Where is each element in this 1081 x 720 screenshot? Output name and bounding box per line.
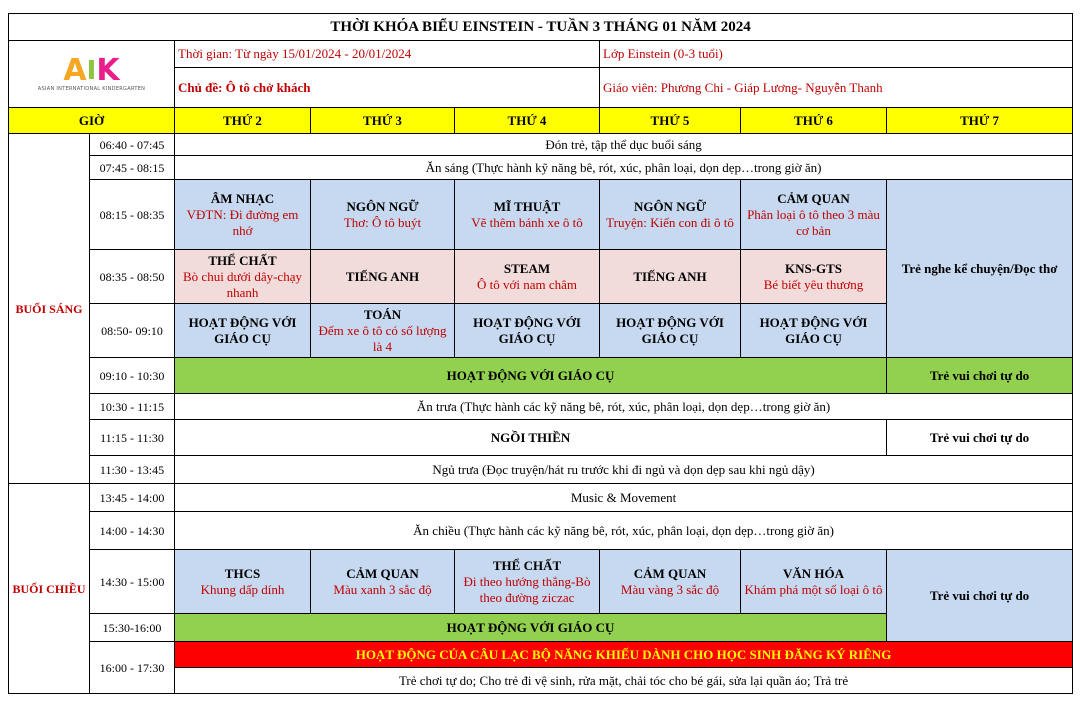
activity-desc: Bò chui dưới dây-chạy nhanh <box>183 268 302 300</box>
saturday-free-play: Trẻ vui chơi tự do <box>887 358 1073 394</box>
activity-cell <box>311 550 455 614</box>
logo-cell <box>9 41 175 108</box>
time-slot: 11:30 - 13:45 <box>90 456 175 484</box>
activity-title: HOẠT ĐỘNG VỚI GIÁO CỤ <box>473 314 581 346</box>
row-meditation: NGỒI THIỀN <box>175 420 887 456</box>
activity-cell <box>455 250 600 304</box>
header-day-mon: THỨ 2 <box>175 108 311 134</box>
activity-title: NGÔN NGỮ <box>346 198 419 214</box>
row-breakfast: Ăn sáng (Thực hành kỹ năng bê, rót, xúc, phân loại, dọn dẹp…trong giờ ăn) <box>175 156 1073 180</box>
row-tools-activity: HOẠT ĐỘNG VỚI GIÁO CỤ <box>175 358 887 394</box>
activity-title: VĂN HÓA <box>782 565 845 581</box>
session-afternoon: BUỔI CHIỀU <box>9 484 90 694</box>
activity-title: NGÔN NGỮ <box>633 198 707 214</box>
header-day-thu: THỨ 5 <box>600 108 741 134</box>
activity-cell <box>175 304 311 358</box>
activity-cell <box>600 250 741 304</box>
activity-title: CẢM QUAN <box>633 565 707 581</box>
logo-subtitle: ASIAN INTERNATIONAL KINDERGARTEN <box>37 86 146 92</box>
activity-title: ÂM NHẠC <box>210 190 275 206</box>
timetable-title: THỜI KHÓA BIỂU EINSTEIN - TUẦN 3 THÁNG 01 NĂM 2024 <box>9 14 1073 41</box>
row-club: HOẠT ĐỘNG CỦA CÂU LẠC BỘ NĂNG KHIẾU DÀNH CHO HỌC SINH ĐĂNG KÝ RIÊNG <box>175 642 1073 668</box>
header-day-sat: THỨ 7 <box>887 108 1073 134</box>
time-slot: 11:15 - 11:30 <box>90 420 175 456</box>
saturday-free-play: Trẻ vui chơi tự do <box>887 420 1073 456</box>
activity-cell <box>600 304 741 358</box>
timetable <box>8 13 1073 694</box>
activity-desc: VĐTN: Đi đường em nhớ <box>186 206 299 238</box>
activity-title: HOẠT ĐỘNG VỚI GIÁO CỤ <box>759 314 868 346</box>
time-slot: 06:40 - 07:45 <box>90 134 175 156</box>
info-topic: Chủ đề: Ô tô chở khách <box>175 68 600 108</box>
activity-cell <box>311 250 455 304</box>
time-slot: 15:30-16:00 <box>90 614 175 642</box>
activity-title: TIẾNG ANH <box>345 268 420 284</box>
session-morning: BUỔI SÁNG <box>9 134 90 484</box>
logo-letter-k: K <box>96 53 120 88</box>
time-slot: 09:10 - 10:30 <box>90 358 175 394</box>
time-slot: 13:45 - 14:00 <box>90 484 175 512</box>
activity-desc: Vẽ thêm bánh xe ô tô <box>471 214 583 230</box>
time-slot: 16:00 - 17:30 <box>90 642 175 694</box>
info-time: Thời gian: Từ ngày 15/01/2024 - 20/01/2024 <box>175 41 600 68</box>
activity-cell <box>311 180 455 250</box>
activity-title: CẢM QUAN <box>777 190 850 206</box>
activity-title: TIẾNG ANH <box>633 268 707 284</box>
saturday-morning: Trẻ nghe kể chuyện/Đọc thơ <box>887 180 1073 358</box>
header-day-tue: THỨ 3 <box>311 108 455 134</box>
row-lunch: Ăn trưa (Thực hành các kỹ năng bê, rót, xúc, phân loại, dọn dẹp…trong giờ ăn) <box>175 394 1073 420</box>
activity-desc: Đi theo hướng thẳng-Bò theo đường ziczac <box>463 573 591 605</box>
header-hour: GIỜ <box>9 108 175 134</box>
row-pickup: Trẻ chơi tự do; Cho trẻ đi vệ sinh, rửa mặt, chải tóc cho bé gái, sửa lại quần áo; Trả trẻ <box>175 668 1073 694</box>
activity-desc: Đếm xe ô tô có số lượng là 4 <box>318 322 447 354</box>
activity-cell <box>455 180 600 250</box>
activity-title: TOÁN <box>363 306 402 322</box>
time-slot: 08:50- 09:10 <box>90 304 175 358</box>
row-snack: Ăn chiều (Thực hành các kỹ năng bê, rót, xúc, phân loại, dọn dẹp…trong giờ ăn) <box>175 512 1073 550</box>
time-slot: 08:15 - 08:35 <box>90 180 175 250</box>
logo-letter-a: A <box>63 53 87 88</box>
header-day-fri: THỨ 6 <box>741 108 887 134</box>
activity-cell <box>741 250 887 304</box>
activity-cell <box>741 304 887 358</box>
activity-desc: Truyện: Kiến con đi ô tô <box>606 214 734 230</box>
activity-title: HOẠT ĐỘNG VỚI GIÁO CỤ <box>616 314 724 346</box>
time-slot: 14:00 - 14:30 <box>90 512 175 550</box>
info-teachers: Giáo viên: Phương Chi - Giáp Lương- Nguyễn Thanh <box>600 68 1073 108</box>
activity-cell <box>311 304 455 358</box>
activity-title: THCS <box>224 565 261 581</box>
activity-title: KNS-GTS <box>784 260 843 276</box>
activity-cell <box>741 550 887 614</box>
activity-desc: Thơ: Ô tô buýt <box>343 214 422 230</box>
activity-desc: Bé biết yêu thương <box>763 276 864 292</box>
activity-title: THỂ CHẤT <box>492 557 562 573</box>
activity-desc: Khung dấp dính <box>200 581 285 597</box>
row-welcome: Đón trẻ, tập thể dục buổi sáng <box>175 134 1073 156</box>
activity-title: CẢM QUAN <box>346 565 419 581</box>
time-slot: 07:45 - 08:15 <box>90 156 175 180</box>
activity-desc: Phân loại ô tô theo 3 màu cơ bản <box>747 206 880 238</box>
activity-cell <box>455 304 600 358</box>
activity-cell <box>175 550 311 614</box>
time-slot: 08:35 - 08:50 <box>90 250 175 304</box>
time-slot: 14:30 - 15:00 <box>90 550 175 614</box>
activity-desc: Màu vàng 3 sắc độ <box>620 581 720 597</box>
row-nap: Ngủ trưa (Đọc truyện/hát ru trước khi đi ngủ và dọn dẹp sau khi ngủ dậy) <box>175 456 1073 484</box>
activity-cell <box>600 180 741 250</box>
row-tools-activity-pm: HOẠT ĐỘNG VỚI GIÁO CỤ <box>175 614 887 642</box>
activity-cell <box>741 180 887 250</box>
activity-desc: Khám phá một số loại ô tô <box>744 581 883 597</box>
activity-title: HOẠT ĐỘNG VỚI GIÁO CỤ <box>188 314 297 346</box>
activity-cell <box>175 180 311 250</box>
row-music: Music & Movement <box>175 484 1073 512</box>
activity-cell <box>600 550 741 614</box>
logo-letter-i: I <box>86 56 97 86</box>
time-slot: 10:30 - 11:15 <box>90 394 175 420</box>
saturday-afternoon: Trẻ vui chơi tự do <box>887 550 1073 642</box>
activity-cell <box>175 250 311 304</box>
info-class: Lớp Einstein (0-3 tuổi) <box>600 41 1073 68</box>
activity-title: THỂ CHẤT <box>208 252 277 268</box>
header-day-wed: THỨ 4 <box>455 108 600 134</box>
activity-desc: Ô tô với nam châm <box>476 276 578 292</box>
activity-cell <box>455 550 600 614</box>
school-logo <box>37 53 146 92</box>
activity-title: MĨ THUẬT <box>493 198 561 214</box>
activity-desc: Màu xanh 3 sắc độ <box>333 581 432 597</box>
activity-title: STEAM <box>503 260 551 276</box>
